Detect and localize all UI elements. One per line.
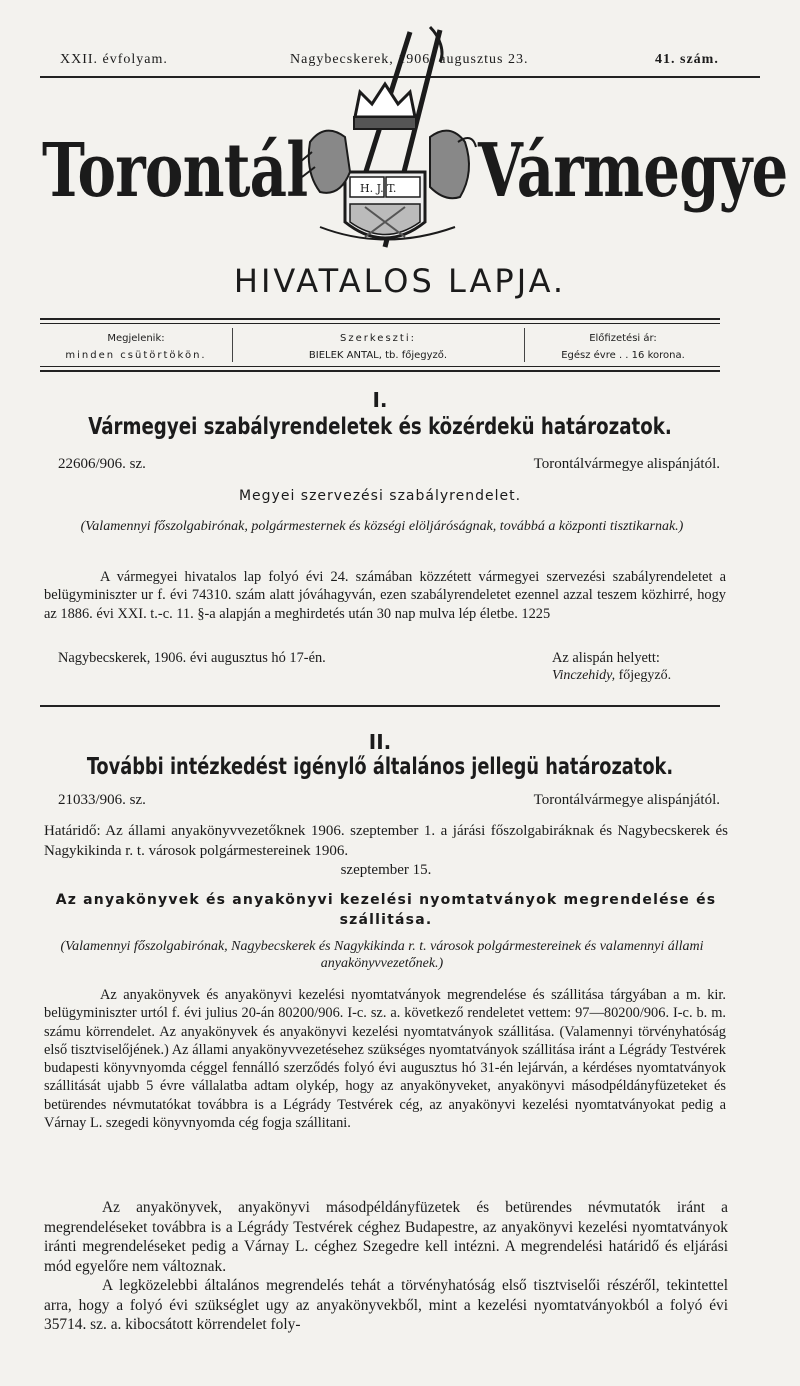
signature <box>552 668 671 684</box>
issue-date: Nagybecskerek, 1906. augusztus 23. <box>290 52 529 67</box>
deadline-text <box>44 822 728 881</box>
volume-label: XXII. évfolyam. <box>60 52 168 67</box>
section-numeral: II. <box>368 730 392 754</box>
reference-source: Torontálvármegye alispánjától. <box>533 456 720 472</box>
info-editor <box>234 330 522 364</box>
reference-source: Torontálvármegye alispánjától. <box>533 792 720 808</box>
info-publication <box>42 330 230 364</box>
title-left: Torontál <box>42 128 308 214</box>
signature-row <box>58 650 728 667</box>
info-rule-top-thin <box>40 323 720 324</box>
article-paragraph: Az anyakönyvek és anyakönyvi kezelési nyomtatványok megrendelése és szállitása tárgyában a m. kir. belügyminiszter urtól f. évi julius 20-án 80200/906. I-c. sz. a. következő rendeletet vettem: 97—80200/906. I-c. b. m. számu körrendelet. Az anyakönyvek és anyakönyvi kezelési nyomtatványok szállitása. (Valamennyi törvényhatóság első tisztviselőjének.) Az állami anyakönyvvezetésehez szükséges nyomtatványok szállitása iránt a Légrády Testvérek budapesti könyvnyomda céggel fennálló szerződés folyó évi augusztus hó 31-én lejárván, a kérdéses nyomtatványok szállitását ujabb 5 évre vállalatba adtam olykép, hogy az anyakönyveket, anyakönyvi másodpéldányfüzeteket és betürendes névmutatókat továbbra is a Légrády Testvérek cég, az anyakönyvi kezelési nyomtatványokat pedig a Várnay L. szegedi könyvnyomda cég fogja szállitani. <box>44 987 726 1132</box>
reference-line <box>58 792 720 812</box>
section-divider <box>40 705 720 707</box>
crest-label: H. J. T. <box>360 182 397 195</box>
info-editor-label: Szerkeszti: <box>340 333 416 344</box>
deadline-end: szeptember 15. <box>340 862 432 878</box>
reference-line <box>58 456 720 476</box>
article-paragraph: Az anyakönyvek, anyakönyvi másodpéldányfüzetek és betürendes névmutatók iránt a megrendeléseket továbbra is a Légrády Testvérek céghez Budapestre, az anyakönyvi kezelési nyomtatványok iránti megrendeléseket pedig a Várnay L. céghez Szegedre kell intézni. A megrendelési határidő és eljárási mód egyelőre nem változnak. <box>44 1199 728 1275</box>
info-editor-value: BIELEK ANTAL, tb. főjegyző. <box>308 350 448 361</box>
info-rule-bottom-thin <box>40 366 720 367</box>
info-subscription <box>526 330 720 364</box>
article-body: A vármegyei hivatalos lap folyó évi 24. számában közzétett vármegyei szervezési szabályrendeletet a belügyminiszter ur f. évi 74310. szám alatt jóváhagyván, ezen szabályrendeletet ezennel azzal teszem közhirré, hogy az 1886. évi XXI. t.-c. 11. §-a alapján a meghirdetés után 30 nap mulva lép életbe. 1225 <box>44 569 726 622</box>
info-rule-bottom <box>40 370 720 372</box>
issue-number: 41. szám. <box>655 52 719 67</box>
coat-of-arms-icon <box>290 22 480 252</box>
article-subheading: Megyei szervezési szabályrendelet. <box>238 488 522 504</box>
deadline-body: Határidő: Az állami anyakönyvvezetőknek 1906. szeptember 1. a járási főszolgabiráknak és Nagybecskerek és Nagykikinda r. t. városok polgármestereinek 1906. <box>44 823 728 859</box>
place-date: Nagybecskerek, 1906. évi augusztus hó 17-én. <box>58 650 326 666</box>
info-divider <box>524 328 525 362</box>
title-right: Vármegye <box>478 128 788 214</box>
signature-name: Vinczehidy, <box>552 668 616 683</box>
article-paragraph: A legközelebbi általános megrendelés tehát a törvényhatóság első tisztviselői részéről, tekintettel arra, hogy a folyó évi szükséglet ugy az anyakönyvekből, mint a kezelési nyomtatványokból a folyó évi 35714. sz. a. kibocsátott körrendelet foly- <box>44 1277 728 1334</box>
reference-number: 22606/906. sz. <box>58 456 146 472</box>
section-heading: Vármegyei szabályrendeletek és közérdekü határozatok. <box>88 414 672 440</box>
info-subscription-label: Előfizetési ár: <box>589 333 657 344</box>
article-subheading: Az anyakönyvek és anyakönyvi kezelési nyomtatványok megrendelése és szállitása. <box>55 892 717 928</box>
signature-title: Az alispán helyett: <box>552 650 660 666</box>
signature-role: főjegyző. <box>618 668 672 683</box>
info-publication-label: Megjelenik: <box>107 333 165 344</box>
subtitle: HIVATALOS LAPJA. <box>233 262 567 300</box>
info-publication-value: minden csütörtökön. <box>65 350 207 361</box>
recipient-note: (Valamennyi főszolgabirónak, Nagybecskerek és Nagykikinda r. t. városok polgármestereinek és valamennyi állami anyakönyvvezetőnek.) <box>60 939 704 971</box>
info-divider <box>232 328 233 362</box>
recipient-note: (Valamennyi főszolgabirónak, polgármesternek és községi elöljáróságnak, továbbá a központi tisztikarnak.) <box>80 519 684 534</box>
section-numeral: I. <box>372 388 388 412</box>
info-subscription-value: Egész évre . . 16 korona. <box>561 350 685 361</box>
section-heading: További intézkedést igénylő általános jellegü határozatok. <box>86 754 674 780</box>
info-rule-top <box>40 318 720 320</box>
reference-number: 21033/906. sz. <box>58 792 146 808</box>
